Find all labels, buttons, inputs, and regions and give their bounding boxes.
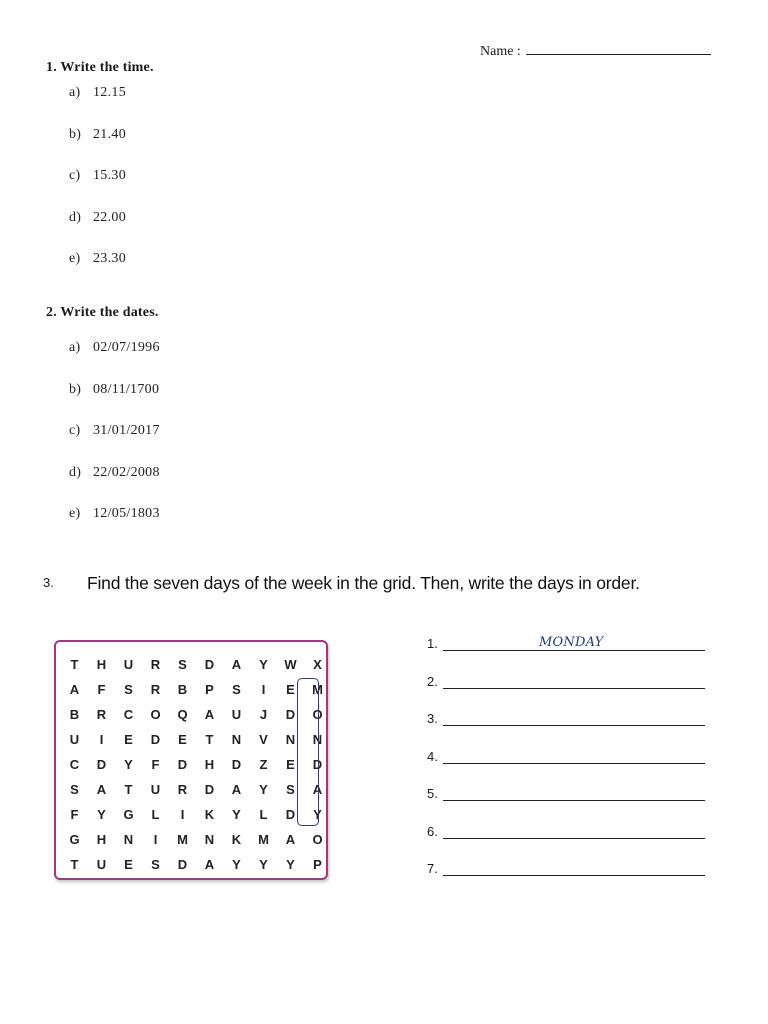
grid-cell[interactable]: D — [177, 757, 188, 772]
grid-cell[interactable]: F — [151, 757, 160, 772]
grid-cell[interactable]: D — [204, 657, 215, 672]
answer-blank-line[interactable] — [443, 875, 705, 876]
grid-cell[interactable]: M — [177, 832, 188, 847]
q2-heading: 2. Write the dates. — [46, 305, 159, 320]
answer-number: 6. — [427, 823, 438, 839]
answer-blank-line[interactable] — [443, 763, 705, 764]
grid-cell[interactable]: D — [177, 857, 188, 872]
grid-cell[interactable]: A — [96, 782, 107, 797]
grid-cell[interactable]: Q — [177, 707, 188, 722]
grid-cell[interactable]: S — [286, 782, 295, 797]
q2-item — [69, 423, 160, 465]
item-label: c) — [69, 168, 81, 183]
grid-cell[interactable]: E — [124, 732, 133, 747]
grid-cell[interactable]: O — [150, 707, 161, 722]
grid-cell[interactable]: K — [204, 807, 215, 822]
grid-cell[interactable]: Y — [259, 657, 268, 672]
grid-cell[interactable]: N — [285, 732, 296, 747]
item-label: e) — [69, 506, 81, 521]
item-value: 12.15 — [93, 85, 126, 100]
grid-cell[interactable]: N — [204, 832, 215, 847]
grid-cell[interactable]: Z — [259, 757, 268, 772]
grid-cell[interactable]: U — [150, 782, 161, 797]
grid-row — [61, 702, 331, 727]
item-value: 23.30 — [93, 251, 126, 266]
item-label: d) — [69, 209, 82, 225]
grid-cell[interactable]: E — [286, 682, 295, 697]
grid-row — [61, 852, 331, 877]
answer-text: MONDAY — [539, 635, 604, 650]
q1-item — [69, 85, 126, 127]
grid-cell[interactable]: K — [231, 832, 242, 847]
grid-cell[interactable]: A — [231, 782, 242, 797]
item-value: 22/02/2008 — [93, 464, 160, 480]
grid-cell[interactable]: S — [178, 657, 187, 672]
answer-blank-line[interactable] — [443, 650, 705, 651]
item-value: 15.30 — [93, 168, 126, 183]
grid-cell[interactable]: D — [231, 757, 242, 772]
item-label: b) — [69, 126, 82, 142]
answer-number: 5. — [427, 786, 438, 801]
grid-cell[interactable]: Y — [259, 782, 268, 797]
q1-list — [69, 85, 126, 293]
item-label: a) — [69, 85, 81, 100]
grid-cell[interactable]: H — [204, 757, 215, 772]
q3-number: 3. — [43, 575, 54, 590]
grid-cell[interactable]: W — [284, 657, 297, 672]
grid-cell[interactable]: R — [96, 707, 107, 722]
grid-cell[interactable]: C — [69, 757, 80, 772]
grid-cell[interactable]: D — [285, 807, 296, 822]
answer-blank-line[interactable] — [443, 838, 705, 839]
grid-cell[interactable]: D — [96, 757, 107, 772]
grid-cell[interactable]: E — [178, 732, 187, 747]
grid-cell[interactable]: U — [69, 732, 80, 747]
grid-cell[interactable]: R — [150, 682, 161, 697]
answer-blank-line[interactable] — [443, 725, 705, 726]
grid-cell[interactable]: F — [70, 807, 79, 822]
grid-row — [61, 752, 331, 777]
grid-cell[interactable]: E — [286, 757, 295, 772]
grid-cell[interactable]: H — [96, 832, 107, 847]
grid-row — [61, 652, 331, 677]
grid-cell[interactable]: A — [69, 682, 80, 697]
grid-cell[interactable]: P — [205, 682, 214, 697]
q2-item — [69, 382, 160, 424]
item-label: a) — [69, 340, 81, 355]
grid-cell[interactable]: O — [312, 707, 323, 722]
grid-cell[interactable]: T — [205, 732, 214, 747]
grid-cell[interactable]: R — [150, 657, 161, 672]
name-label: Name : — [480, 44, 521, 59]
grid-row — [61, 777, 331, 802]
grid-cell[interactable]: Y — [232, 857, 241, 872]
answer-blank-line[interactable] — [443, 800, 705, 801]
grid-row — [61, 827, 331, 852]
answer-number: 7. — [427, 861, 438, 876]
grid-cell[interactable]: G — [69, 832, 80, 847]
grid-cell[interactable]: I — [99, 732, 104, 747]
name-field[interactable] — [480, 44, 711, 60]
grid-cell[interactable]: U — [231, 707, 242, 722]
grid-cell[interactable]: U — [123, 657, 134, 672]
item-value: 12/05/1803 — [93, 506, 160, 521]
grid-cell[interactable]: Y — [313, 807, 322, 822]
grid-cell[interactable]: E — [124, 857, 133, 872]
item-label: c) — [69, 423, 81, 438]
grid-cell[interactable]: Y — [232, 807, 241, 822]
grid-cell[interactable]: I — [261, 682, 266, 697]
grid-cell[interactable]: X — [313, 657, 322, 672]
word-search-grid — [54, 640, 328, 880]
q3-instruction: Find the seven days of the week in the grid. Then, write the days in order. — [87, 573, 640, 593]
item-label: d) — [69, 464, 82, 480]
grid-cell[interactable]: P — [313, 857, 322, 872]
grid-cell[interactable]: G — [123, 807, 134, 822]
grid-cell[interactable]: B — [69, 707, 80, 722]
item-value: 31/01/2017 — [93, 423, 160, 438]
grid-cell[interactable]: Y — [259, 857, 268, 872]
grid-cell[interactable]: A — [204, 707, 215, 722]
grid-cell[interactable]: N — [312, 732, 323, 747]
q1-item — [69, 251, 126, 293]
grid-cell[interactable]: N — [123, 832, 134, 847]
item-label: b) — [69, 381, 82, 397]
grid-cell[interactable]: O — [312, 832, 323, 847]
grid-row — [61, 727, 331, 752]
grid-cell[interactable]: D — [285, 707, 296, 722]
item-value: 22.00 — [93, 209, 126, 225]
grid-cell[interactable]: M — [258, 832, 269, 847]
q1-heading: 1. Write the time. — [46, 60, 154, 75]
grid-cell[interactable]: Y — [97, 807, 106, 822]
q2-item — [69, 506, 160, 548]
grid-cell[interactable]: S — [124, 682, 133, 697]
grid-cell[interactable]: S — [151, 857, 160, 872]
grid-cell[interactable]: N — [231, 732, 242, 747]
name-blank-line[interactable] — [526, 44, 711, 55]
grid-cell[interactable]: M — [312, 682, 323, 697]
answer-number: 2. — [427, 673, 438, 689]
grid-cell[interactable]: I — [153, 832, 158, 847]
item-value: 02/07/1996 — [93, 340, 160, 355]
grid-cell[interactable]: Y — [286, 857, 295, 872]
grid-cell[interactable]: F — [97, 682, 106, 697]
grid-cell[interactable]: R — [177, 782, 188, 797]
grid-cell[interactable]: T — [70, 857, 79, 872]
grid-cell[interactable]: T — [70, 657, 79, 672]
answer-number: 3. — [427, 711, 438, 726]
q2-list — [69, 340, 160, 548]
grid-cell[interactable]: L — [151, 807, 160, 822]
grid-cell[interactable]: I — [180, 807, 185, 822]
grid-cell[interactable]: T — [124, 782, 133, 797]
grid-row — [61, 677, 331, 702]
answer-number: 4. — [427, 748, 438, 764]
grid-cell[interactable]: D — [312, 757, 323, 772]
grid-cell[interactable]: B — [177, 682, 188, 697]
grid-cell[interactable]: A — [204, 857, 215, 872]
grid-cell[interactable]: D — [150, 732, 161, 747]
q2-item — [69, 465, 160, 507]
answer-number: 1. — [427, 636, 438, 651]
grid-cell[interactable]: D — [204, 782, 215, 797]
q1-item — [69, 168, 126, 210]
grid-letters — [61, 652, 331, 877]
grid-cell[interactable]: S — [70, 782, 79, 797]
grid-cell[interactable]: H — [96, 657, 107, 672]
grid-cell[interactable]: V — [259, 732, 268, 747]
answer-blank-line[interactable] — [443, 688, 705, 689]
grid-cell[interactable]: J — [259, 707, 268, 722]
item-label: e) — [69, 251, 81, 266]
found-word-highlight — [297, 678, 319, 826]
q1-item — [69, 127, 126, 169]
grid-cell[interactable]: A — [231, 657, 242, 672]
q2-item — [69, 340, 160, 382]
grid-row — [61, 802, 331, 827]
grid-cell[interactable]: C — [123, 707, 134, 722]
grid-cell[interactable]: A — [285, 832, 296, 847]
grid-cell[interactable]: U — [96, 857, 107, 872]
item-value: 21.40 — [93, 126, 126, 142]
grid-cell[interactable]: A — [312, 782, 323, 797]
item-value: 08/11/1700 — [93, 381, 160, 397]
grid-cell[interactable]: Y — [124, 757, 133, 772]
grid-cell[interactable]: S — [232, 682, 241, 697]
q1-item — [69, 210, 126, 252]
grid-cell[interactable]: L — [259, 807, 268, 822]
